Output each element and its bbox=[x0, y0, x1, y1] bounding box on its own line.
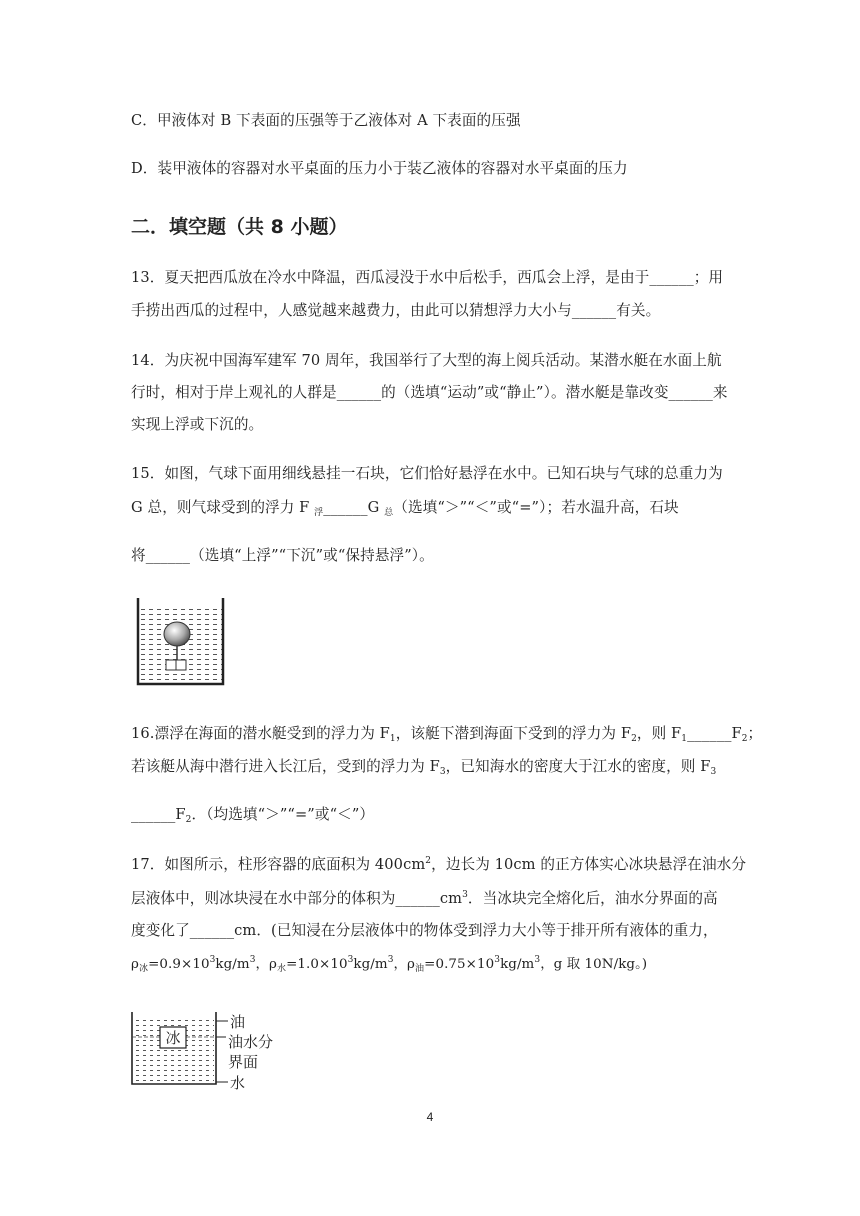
q16-text: 若该艇从海中潜行进入长江后，受到的浮力为 F bbox=[131, 758, 440, 775]
oil-water-ice-figure bbox=[128, 1008, 288, 1098]
q15-text: G 总，则气球受到的浮力 F bbox=[131, 499, 315, 516]
q17-line4 bbox=[131, 955, 647, 975]
q15-line3: 将______（选填“上浮”“下沉”或“保持悬浮”）。 bbox=[131, 547, 434, 564]
q14-line3: 实现上浮或下沉的。 bbox=[131, 416, 264, 433]
q17-text: =1.0×10 bbox=[286, 957, 348, 972]
q15-line1: 15．如图，气球下面用细线悬挂一石块，它们恰好悬浮在水中。已知石块与气球的总重力为 bbox=[131, 465, 723, 482]
q16-text: ，已知海水的密度大于江水的密度，则 F bbox=[445, 758, 711, 775]
q17-text: ，g 取 10N/kg。) bbox=[540, 957, 648, 972]
superscript: 2 bbox=[425, 856, 432, 866]
superscript: 3 bbox=[534, 955, 541, 965]
page-number: 4 bbox=[426, 1110, 434, 1124]
q17-text: ρ bbox=[131, 957, 139, 972]
q16-text: ； bbox=[747, 725, 763, 742]
subscript: 油 bbox=[415, 964, 425, 974]
q17-text: ，边长为 10cm 的正方体实心冰块悬浮在油水分 bbox=[431, 856, 747, 873]
q17-text: 17．如图所示，柱形容器的底面积为 400cm bbox=[131, 856, 426, 873]
q17-text: ，ρ bbox=[255, 957, 277, 972]
superscript: 3 bbox=[462, 890, 468, 900]
q15-line2 bbox=[131, 498, 679, 518]
q17-text: 层液体中，则冰块浸在水中部分的体积为______cm bbox=[131, 890, 463, 907]
q16-line1 bbox=[131, 724, 762, 744]
q16-text: ______F bbox=[131, 806, 186, 823]
ice-label: 冰 bbox=[165, 1029, 181, 1047]
superscript: 3 bbox=[347, 955, 354, 965]
q14-line2: 行时，相对于岸上观礼的人群是______的（选填“运动”或“静止”）。潜水艇是靠改变______来 bbox=[131, 384, 728, 401]
q16-text: 16.漂浮在海面的潜水艇受到的浮力为 F bbox=[131, 725, 390, 742]
q16-line2 bbox=[131, 757, 716, 777]
subscript: 2 bbox=[631, 734, 637, 744]
q17-text: ，ρ bbox=[393, 957, 416, 972]
superscript: 3 bbox=[494, 955, 501, 965]
subscript: 2 bbox=[741, 734, 748, 744]
q17-text: kg/m bbox=[353, 957, 388, 972]
superscript: 3 bbox=[249, 955, 256, 965]
subscript: 总 bbox=[384, 508, 394, 518]
option-d: D．装甲液体的容器对水平桌面的压力小于装乙液体的容器对水平桌面的压力 bbox=[131, 160, 628, 177]
subscript: 1 bbox=[681, 734, 688, 744]
q13-line1: 13．夏天把西瓜放在冷水中降温，西瓜浸没于水中后松手，西瓜会上浮，是由于______；用 bbox=[131, 269, 724, 286]
superscript: 3 bbox=[209, 955, 216, 965]
subscript: 1 bbox=[389, 734, 396, 744]
q17-text: =0.75×10 bbox=[424, 957, 495, 972]
q15-text: ______G bbox=[323, 499, 385, 516]
subscript: 冰 bbox=[138, 964, 149, 974]
section-heading: 二．填空题（共 8 小题） bbox=[131, 216, 348, 238]
q17-text: =0.9×10 bbox=[148, 957, 210, 972]
q16-text: ，该艇下潜到海面下受到的浮力为 F bbox=[395, 725, 632, 742]
q16-text: ，则 F bbox=[636, 725, 682, 742]
q17-text: kg/m bbox=[215, 957, 250, 972]
subscript: 2 bbox=[185, 815, 192, 825]
q15-text: （选填“＞”“＜”或“=”）；若水温升高，石块 bbox=[393, 499, 679, 516]
superscript: 3 bbox=[387, 955, 394, 965]
subscript: 水 bbox=[277, 964, 287, 974]
q17-text: kg/m bbox=[500, 957, 535, 972]
q16-text: ．（均选填“＞”“=”或“＜”） bbox=[191, 806, 375, 823]
subscript: 浮 bbox=[314, 508, 324, 518]
interface-label-2: 界面 bbox=[228, 1053, 259, 1071]
q17-line2 bbox=[131, 889, 718, 909]
q16-text: ______F bbox=[687, 725, 742, 742]
q14-line1: 14．为庆祝中国海军建军 70 周年，我国举行了大型的海上阅兵活动。某潜水艇在水面上航 bbox=[131, 352, 722, 369]
oil-label: 油 bbox=[230, 1013, 246, 1031]
q17-line3: 度变化了______cm．(已知浸在分层液体中的物体受到浮力大小等于排开所有液体的重力， bbox=[131, 922, 718, 939]
option-c: C．甲液体对 B 下表面的压强等于乙液体对 A 下表面的压强 bbox=[131, 112, 521, 129]
water-label: 水 bbox=[230, 1074, 246, 1092]
subscript: 3 bbox=[439, 767, 446, 777]
interface-label: 油水分 bbox=[228, 1033, 274, 1051]
q13-line2: 手捞出西瓜的过程中，人感觉越来越费力，由此可以猜想浮力大小与______有关。 bbox=[131, 302, 661, 319]
q16-line3 bbox=[131, 805, 374, 825]
subscript: 3 bbox=[710, 767, 717, 777]
balloon-stone-figure bbox=[132, 592, 232, 692]
q17-text: ．当冰块完全熔化后，油水分界面的高 bbox=[467, 890, 718, 907]
q17-line1 bbox=[131, 855, 746, 875]
